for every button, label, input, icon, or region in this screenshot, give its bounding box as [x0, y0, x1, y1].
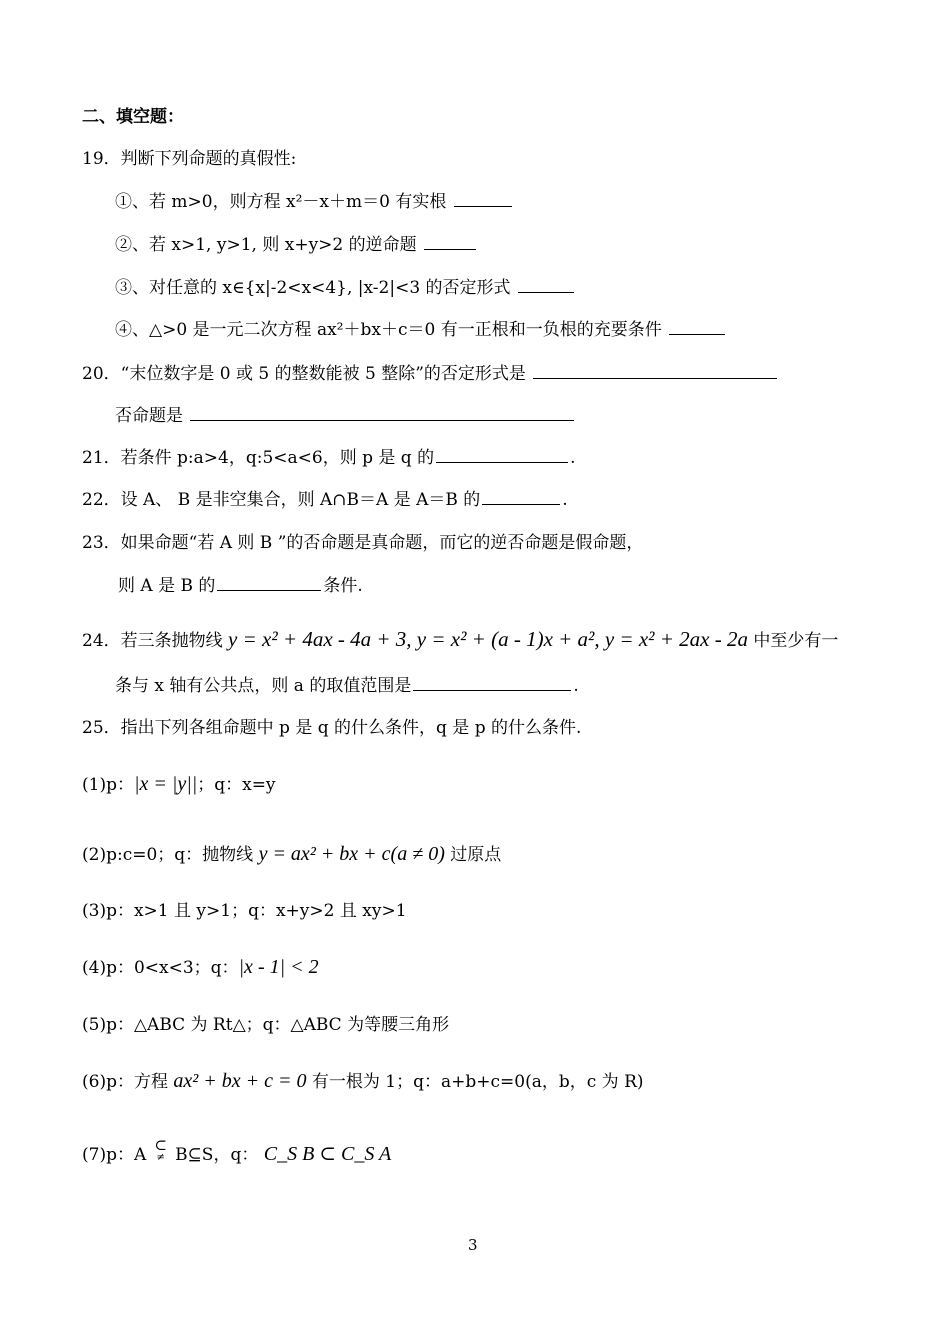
q25-item-2 [82, 843, 501, 866]
q25-item-3-label: (3)p：x>1 且 y>1；q：x+y>2 且 xy>1 [82, 901, 407, 921]
q23-line-2 [118, 574, 363, 597]
q25-item-6-label: (6)p：方程 [82, 1072, 168, 1092]
q25-item-2-math: y = ax² + bx + c(a ≠ 0) [258, 843, 445, 865]
q19-stem: 19．判断下列命题的真假性: [82, 149, 297, 169]
q19-item-3-text: ③、对任意的 x∈{x|-2<x<4}, |x-2|<3 的否定形式 [115, 278, 511, 298]
q25-item-2-mid: 过原点 [450, 845, 502, 865]
q25-item-7 [82, 1138, 391, 1166]
answer-blank[interactable] [424, 233, 476, 250]
q25-stem: 25．指出下列各组命题中 p 是 q 的什么条件，q 是 p 的什么条件. [82, 718, 582, 738]
answer-blank[interactable] [454, 190, 512, 207]
q19-item-2-text: ②、若 x>1, y>1, 则 x+y>2 的逆命题 [115, 235, 417, 255]
q22 [82, 488, 568, 511]
q20-line-1 [82, 362, 779, 385]
proper-subset-symbol: ⊂ ≠ [154, 1136, 167, 1163]
q25-item-1-math: |x = |y|| [133, 773, 198, 795]
q25-item-4-math: |x - 1| < 2 [238, 956, 319, 978]
q21 [82, 446, 576, 469]
q24-end: . [573, 676, 579, 696]
q20-line-2 [115, 404, 576, 427]
q19-item-2 [115, 233, 478, 256]
q25-item-6-math: ax² + bx + c = 0 [173, 1070, 307, 1092]
q24-formula: y = x² + 4ax - 4a + 3, y = x² + (a - 1)x + a², y = x² + 2ax - 2a [228, 627, 748, 651]
q25-item-3 [82, 900, 407, 922]
q19-item-1 [115, 190, 514, 213]
answer-blank[interactable] [518, 276, 574, 293]
q20-text-2: 否命题是 [115, 406, 183, 426]
q25-item-5 [82, 1014, 449, 1036]
q25-item-1 [82, 773, 276, 796]
q21-end: . [570, 448, 576, 468]
q25-item-6 [82, 1070, 644, 1093]
q25-item-1-mid: ；q：x=y [197, 775, 276, 795]
q19-item-4 [115, 318, 727, 341]
answer-blank[interactable] [190, 404, 574, 421]
q22-text: 22．设 A、 B 是非空集合，则 A∩B＝A 是 A＝B 的 [82, 490, 481, 510]
q25-item-7-mid: B⊆S，q： [175, 1145, 259, 1165]
q24-prefix: 24．若三条抛物线 [82, 631, 223, 651]
q25-item-2-label: (2)p:c=0；q：抛物线 [82, 845, 254, 865]
q25-item-4-label: (4)p：0<x<3；q： [82, 958, 239, 978]
q23-text-a: 则 A 是 B 的 [118, 576, 216, 596]
q21-text: 21．若条件 p:a>4，q:5<a<6，则 p 是 q 的 [82, 448, 435, 468]
q25-item-1-label: (1)p： [82, 775, 134, 795]
q24-line-2 [115, 674, 579, 697]
q19-item-3 [115, 276, 576, 299]
q19-item-4-text: ④、△>0 是一元二次方程 ax²＋bx＋c＝0 有一正根和一负根的充要条件 [115, 320, 662, 340]
page-number: 3 [468, 1236, 478, 1254]
section-title: 二、填空题： [82, 107, 184, 127]
answer-blank[interactable] [669, 318, 725, 335]
q25-item-7-math: C_S B ⊂ C_S A [263, 1143, 392, 1165]
answer-blank[interactable] [413, 674, 571, 691]
q23-line-1: 23．如果命题“若 A 则 B ”的否命题是真命题，而它的逆否命题是假命题， [82, 533, 644, 553]
answer-blank[interactable] [217, 574, 321, 591]
q25-item-6-mid: 有一根为 1；q：a+b+c=0(a，b，c 为 R) [311, 1072, 644, 1092]
answer-blank[interactable] [533, 362, 777, 379]
q24-suffix: 中至少有一 [753, 631, 839, 651]
q20-text: 20．“末位数字是 0 或 5 的整数能被 5 整除”的否定形式是 [82, 364, 526, 384]
q24-line-1 [82, 628, 838, 652]
q23-text-b: 条件. [323, 576, 363, 596]
q22-end: . [562, 490, 568, 510]
q25-item-7-label: (7)p：A [82, 1145, 147, 1165]
q24-text-2: 条与 x 轴有公共点，则 a 的取值范围是 [115, 676, 412, 696]
q25-item-5-label: (5)p：△ABC 为 Rt△；q：△ABC 为等腰三角形 [82, 1015, 450, 1035]
q25-item-4 [82, 956, 319, 979]
answer-blank[interactable] [482, 488, 560, 505]
q19-item-1-text: ①、若 m>0，则方程 x²－x＋m＝0 有实根 [115, 192, 447, 212]
answer-blank[interactable] [436, 446, 568, 463]
